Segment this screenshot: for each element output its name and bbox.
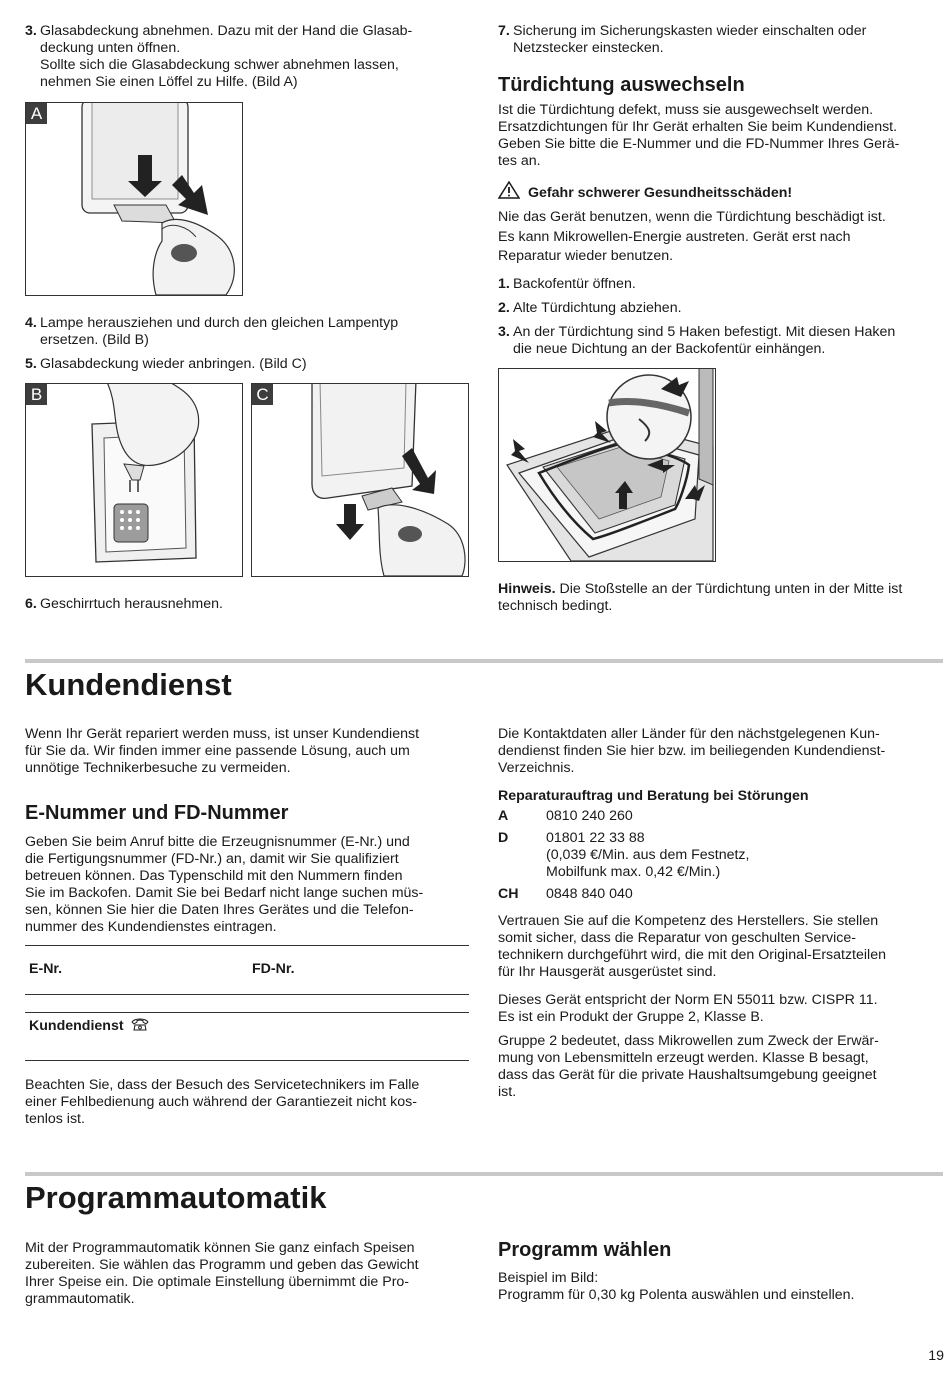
- form-fdnr-label: FD-Nr.: [252, 961, 295, 977]
- figure-b-label: B: [26, 384, 47, 405]
- step-3-left: 3. Glasabdeckung abnehmen. Dazu mit der Hand die Glasab- deckung unten öffnen. Sollte sich die Glasabdeckung schwer abnehmen lassen, nehmen Sie einen Löffel zu Hilfe. (Bild A): [25, 23, 413, 90]
- hint-note: Hinweis. Die Stoßstelle an der Türdichtung unten in der Mitte ist technisch bedingt.: [498, 581, 903, 614]
- tuerdichtung-intro: Ist die Türdichtung defekt, muss sie ausgewechselt werden. Ersatzdichtungen für Ihr Gerät erhalten Sie beim Kundendienst. Geben Sie bitte die E-Nummer und die FD-Nummer Ihres Gerä- tes an.: [498, 102, 900, 169]
- warning-triangle-icon: [498, 181, 520, 199]
- figure-c-label: C: [252, 384, 273, 405]
- hint-label: Hinweis.: [498, 581, 556, 597]
- kundendienst-intro: Wenn Ihr Gerät repariert werden muss, ist unser Kundendienst für Sie da. Wir finden immer eine passende Lösung, auch um unnötige Technikerbesuche zu vermeiden.: [25, 726, 420, 776]
- figure-a-illustration: [26, 103, 242, 295]
- step-2-right: 2. Alte Türdichtung abziehen.: [498, 300, 682, 316]
- figure-c: [251, 383, 469, 577]
- step-6-left: 6. Geschirrtuch herausnehmen.: [25, 596, 223, 612]
- e-nummer-text: Geben Sie beim Anruf bitte die Erzeugnisnummer (E-Nr.) und die Fertigungsnummer (FD-Nr.) an, damit wir Sie qualifiziert betreuen können. Das Typenschild mit den Nummern finden Sie im Backofen. Damit Sie bei Bedarf nicht lange suchen müs- sen, können Sie hier die Daten Ihres Gerätes und die Telefon- nummer des Kundendienstes eintragen.: [25, 834, 424, 935]
- telephone-icon: [131, 1017, 149, 1031]
- form-line-kd-top: [25, 1012, 469, 1013]
- step-7-right: 7. Sicherung im Sicherungskasten wieder einschalten oder Netzstecker einstecken.: [498, 23, 867, 56]
- heading-programmautomatik: Programmautomatik: [25, 1180, 327, 1215]
- heading-tuerdichtung: Türdichtung auswechseln: [498, 74, 745, 96]
- door-seal-illustration: [499, 369, 715, 561]
- heading-e-nummer: E-Nummer und FD-Nummer: [25, 802, 289, 824]
- form-enr-label: E-Nr.: [29, 961, 63, 977]
- step-3-right: 3. An der Türdichtung sind 5 Haken befestigt. Mit diesen Haken die neue Dichtung an der Backofentür einhängen.: [498, 324, 896, 357]
- paragraph-gruppe: Gruppe 2 bedeutet, dass Mikrowellen zum Zweck der Erwär- mung von Lebensmitteln erzeugt werden. Klasse B besagt, dass das Gerät für die private Haushaltsumgebung geeignet ist.: [498, 1033, 879, 1100]
- kundendienst-note: Beachten Sie, dass der Besuch des Servicetechnikers im Falle einer Fehlbedienung auch während der Garantiezeit nicht kos- tenlos ist.: [25, 1077, 420, 1127]
- form-kd-label: Kundendienst: [29, 1017, 149, 1035]
- warning-title: Gefahr schwerer Gesundheitsschäden!: [528, 185, 793, 201]
- contact-row-d: D 01801 22 33 88 (0,039 €/Min. aus dem Festnetz, Mobilfunk max. 0,42 €/Min.): [498, 830, 750, 880]
- form-line-top: [25, 945, 469, 946]
- contact-heading: Reparaturauftrag und Beratung bei Störungen: [498, 788, 809, 804]
- section-rule-programmautomatik: [25, 1172, 943, 1176]
- heading-kundendienst: Kundendienst: [25, 667, 232, 702]
- figure-b: [25, 383, 243, 577]
- form-line-bottom: [25, 1060, 469, 1061]
- step-5-left: 5. Glasabdeckung wieder anbringen. (Bild C): [25, 356, 307, 372]
- figure-a: [25, 102, 243, 296]
- form-line-mid: [25, 994, 469, 995]
- step-1-right: 1. Backofentür öffnen.: [498, 276, 636, 292]
- paragraph-kompetenz: Vertrauen Sie auf die Kompetenz des Herstellers. Sie stellen somit sicher, dass die Reparatur von geschulten Service- technikern durchgeführt wird, die mit den Original-Ersatzteilen für Ihr Hausgerät ausgerüstet sind.: [498, 913, 886, 980]
- programm-intro: Mit der Programmautomatik können Sie ganz einfach Speisen zubereiten. Sie wählen das Programm und geben das Gewicht Ihrer Speise ein. Die optimale Einstellung übernimmt die Pro- grammautomatik.: [25, 1240, 419, 1307]
- page-number: 19: [928, 1348, 944, 1364]
- contact-row-ch: CH 0848 840 040: [498, 886, 633, 902]
- programm-waehlen-text: Beispiel im Bild: Programm für 0,30 kg Polenta auswählen und einstellen.: [498, 1270, 855, 1303]
- figure-a-label: A: [26, 103, 47, 124]
- heading-programm-waehlen: Programm wählen: [498, 1239, 672, 1261]
- contact-row-a: A 0810 240 260: [498, 808, 633, 824]
- step-4-left: 4. Lampe herausziehen und durch den gleichen Lampentyp ersetzen. (Bild B): [25, 315, 399, 348]
- section-rule-kundendienst: [25, 659, 943, 663]
- figure-c-illustration: [252, 384, 468, 576]
- kundendienst-right-intro: Die Kontaktdaten aller Länder für den nächstgelegenen Kun- dendienst finden Sie hier bzw. im beiliegenden Kundendienst- Verzeichnis.: [498, 726, 886, 776]
- figure-b-illustration: [26, 384, 242, 576]
- warning-text: Nie das Gerät benutzen, wenn die Türdichtung beschädigt ist. Es kann Mikrowellen-Energie austreten. Gerät erst nach Reparatur wieder benutzen.: [498, 209, 886, 264]
- paragraph-norm: Dieses Gerät entspricht der Norm EN 55011 bzw. CISPR 11. Es ist ein Produkt der Gruppe 2, Klasse B.: [498, 992, 878, 1025]
- contact-table: [498, 808, 948, 903]
- figure-door-seal: [498, 368, 716, 562]
